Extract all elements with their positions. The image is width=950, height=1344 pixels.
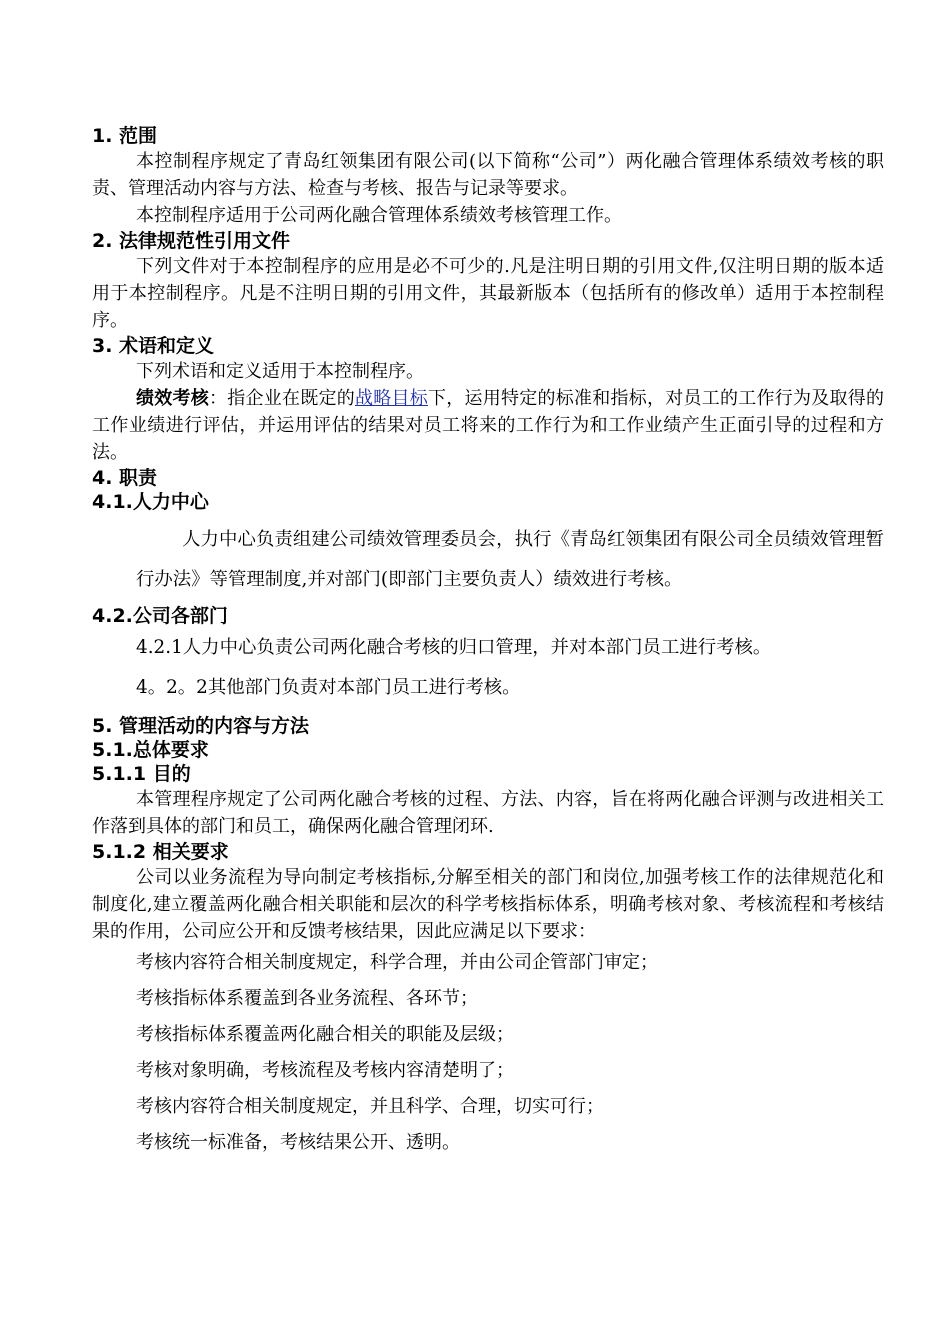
section-5-1-2-paragraph: 公司以业务流程为导向制定考核指标,分解至相关的部门和岗位,加强考核工作的法律规范化和制度化,建立覆盖两化融合相关职能和层次的科学考核指标体系，明确考核对象、考核流程和考核结果的作用，公司应公开和反馈考核结果，因此应满足以下要求： <box>92 867 884 942</box>
document-page <box>92 124 884 1161</box>
section-5-1-2-heading: 5.1.2 相关要求 <box>92 841 229 863</box>
section-5-heading: 5. 管理活动的内容与方法 <box>92 715 310 737</box>
section-1-paragraph-2: 本控制程序适用于公司两化融合管理体系绩效考核管理工作。 <box>136 205 622 226</box>
section-4-2-heading: 4.2.公司各部门 <box>92 605 228 627</box>
section-2-heading: 2. 法律规范性引用文件 <box>92 230 291 252</box>
term-definition <box>92 385 884 466</box>
section-5-1-1-heading: 5.1.1 目的 <box>92 763 191 785</box>
section-4-1-heading: 4.1.人力中心 <box>92 491 209 513</box>
section-4-1-paragraph <box>92 520 884 600</box>
requirement-item: 考核指标体系覆盖到各业务流程、各环节； <box>136 988 478 1009</box>
section-4-2-1-paragraph: 4.2.1人力中心负责公司两化融合考核的归口管理，并对本部门员工进行考核。 <box>136 637 772 658</box>
section-5-1-1-paragraph: 本管理程序规定了公司两化融合考核的过程、方法、内容，旨在将两化融合评测与改进相关工作落到具体的部门和员工，确保两化融合管理闭环. <box>92 789 884 837</box>
requirement-item: 考核内容符合相关制度规定，科学合理，并由公司企管部门审定； <box>136 952 658 973</box>
section-4-heading: 4. 职责 <box>92 467 158 489</box>
requirement-item: 考核内容符合相关制度规定，并且科学、合理，切实可行； <box>136 1096 604 1117</box>
strategic-goal-link[interactable]: 战略目标 <box>355 388 428 409</box>
requirement-item: 考核统一标准备，考核结果公开、透明。 <box>136 1132 460 1153</box>
section-5-1-heading: 5.1.总体要求 <box>92 739 209 761</box>
section-1-paragraph-1: 本控制程序规定了青岛红领集团有限公司(以下简称“公司”）两化融合管理体系绩效考核的职责、管理活动内容与方法、检查与考核、报告与记录等要求。 <box>92 151 884 199</box>
term-colon: ：指企业在既定的 <box>209 388 355 409</box>
section-1-heading: 1. 范围 <box>92 125 158 147</box>
term-definition-rest: 下，运用特定的标准和指标，对员工的工作行为及取得的工作业绩进行评估，并运用评估的结果对员工将来的工作行为和工作业绩产生正面引导的过程和方法。 <box>92 388 884 463</box>
section-4-2-2-paragraph: 4。2。2其他部门负责对本部门员工进行考核。 <box>136 677 521 698</box>
section-3-heading: 3. 术语和定义 <box>92 335 215 357</box>
section-4-1-text: 人力中心负责组建公司绩效管理委员会，执行《青岛红领集团有限公司全员绩效管理暂行办法》等管理制度,并对部门(即部门主要负责人）绩效进行考核。 <box>136 529 884 590</box>
section-3-paragraph: 下列术语和定义适用于本控制程序。 <box>136 361 424 382</box>
section-2-paragraph: 下列文件对于本控制程序的应用是必不可少的.凡是注明日期的引用文件,仅注明日期的版本适用于本控制程序。凡是不注明日期的引用文件，其最新版本（包括所有的修改单）适用于本控制程序。 <box>92 256 884 331</box>
term-label: 绩效考核 <box>136 388 209 409</box>
requirements-list <box>92 945 884 1161</box>
requirement-item: 考核对象明确，考核流程及考核内容清楚明了； <box>136 1060 514 1081</box>
requirement-item: 考核指标体系覆盖两化融合相关的职能及层级； <box>136 1024 514 1045</box>
